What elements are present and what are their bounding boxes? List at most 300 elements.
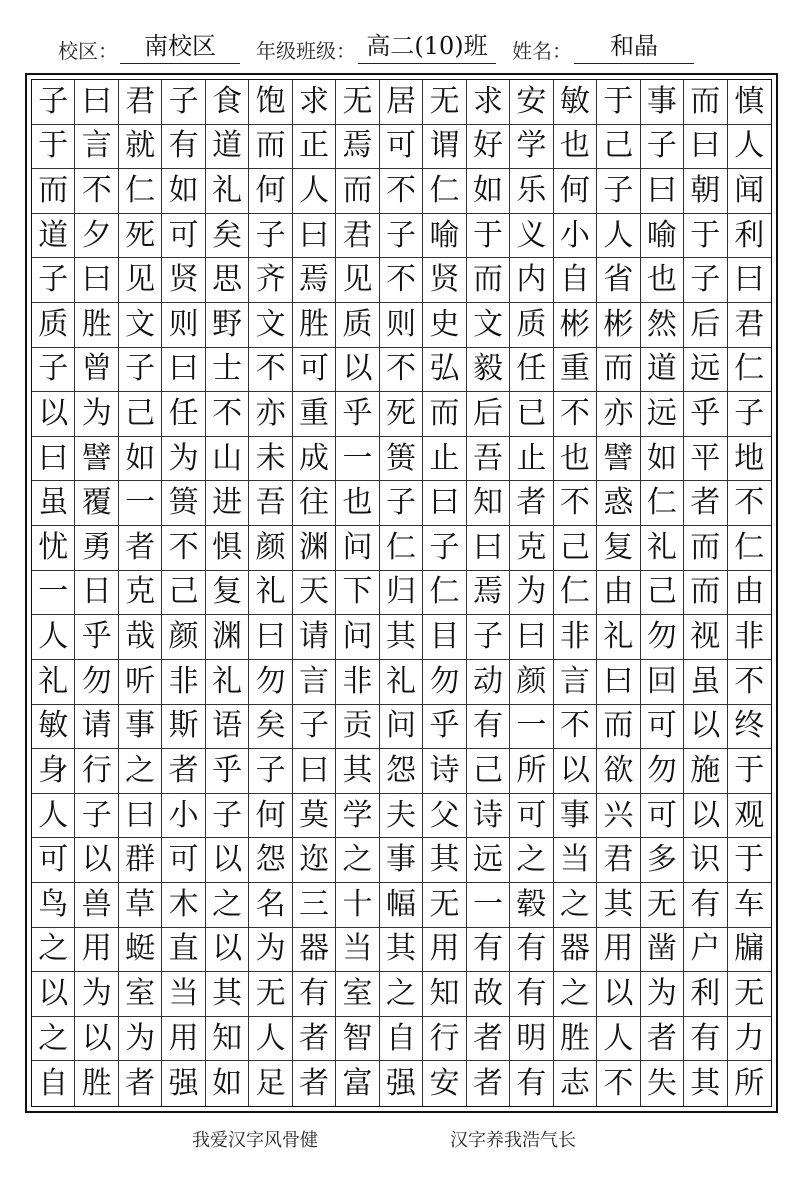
grid-cell: 哉 (119, 615, 162, 660)
grid-cell: 如 (467, 169, 510, 214)
grid-cell: 可 (293, 348, 336, 393)
grid-cell: 以 (554, 749, 597, 794)
grid-cell: 渊 (293, 526, 336, 571)
grid-cell: 听 (119, 660, 162, 705)
footer-slogan-left: 我爱汉字风骨健 (192, 1130, 318, 1151)
grid-cell: 夕 (75, 214, 118, 259)
grid-cell: 无 (728, 972, 771, 1017)
grid-cell: 于 (597, 80, 640, 125)
grid-cell: 有 (293, 972, 336, 1017)
grid-cell: 明 (510, 1017, 553, 1062)
grid-cell: 后 (684, 303, 727, 348)
grid-cell: 也 (336, 481, 379, 526)
grid-cell: 者 (293, 1061, 336, 1106)
grid-cell: 篑 (162, 481, 205, 526)
grid-cell: 勿 (641, 615, 684, 660)
grid-cell: 人 (597, 1017, 640, 1062)
class-value: 高二(10)班 (358, 31, 496, 64)
grid-cell: 斯 (162, 705, 205, 750)
grid-cell: 多 (641, 838, 684, 883)
grid-cell: 之 (206, 883, 249, 928)
grid-cell: 不 (728, 481, 771, 526)
grid-cell: 礼 (380, 660, 423, 705)
grid-cell: 平 (684, 437, 727, 482)
grid-cell: 安 (510, 80, 553, 125)
grid-cell: 有 (467, 928, 510, 973)
grid-cell: 草 (119, 883, 162, 928)
grid-cell: 毅 (467, 348, 510, 393)
grid-cell: 一 (510, 705, 553, 750)
grid-cell: 胜 (554, 1017, 597, 1062)
grid-cell: 其 (336, 749, 379, 794)
grid-cell: 何 (554, 169, 597, 214)
grid-cell: 以 (206, 928, 249, 973)
grid-cell: 焉 (467, 571, 510, 616)
grid-cell: 器 (554, 928, 597, 973)
grid-cell: 利 (684, 972, 727, 1017)
grid-cell: 不 (728, 660, 771, 705)
grid-cell: 如 (641, 437, 684, 482)
grid-cell: 于 (467, 214, 510, 259)
grid-cell: 而 (597, 348, 640, 393)
grid-cell: 可 (32, 838, 75, 883)
grid-cell: 自 (380, 1017, 423, 1062)
grid-cell: 无 (423, 883, 466, 928)
grid-cell: 怨 (380, 749, 423, 794)
grid-cell: 可 (162, 214, 205, 259)
grid-cell: 曰 (467, 526, 510, 571)
grid-cell: 子 (162, 80, 205, 125)
grid-cell: 无 (423, 80, 466, 125)
grid-cell: 譬 (597, 437, 640, 482)
grid-cell: 安 (423, 1061, 466, 1106)
grid-cell: 虽 (684, 660, 727, 705)
grid-cell: 闻 (728, 169, 771, 214)
grid-cell: 室 (336, 972, 379, 1017)
grid-cell: 齐 (249, 258, 292, 303)
grid-cell: 强 (162, 1061, 205, 1106)
grid-cell: 何 (249, 169, 292, 214)
grid-cell: 有 (467, 705, 510, 750)
grid-cell: 一 (119, 481, 162, 526)
grid-cell: 之 (336, 838, 379, 883)
grid-cell: 于 (728, 749, 771, 794)
grid-cell: 学 (336, 794, 379, 839)
grid-cell: 仁 (423, 571, 466, 616)
grid-cell: 曰 (510, 615, 553, 660)
grid-cell: 质 (510, 303, 553, 348)
grid-cell: 而 (423, 392, 466, 437)
grid-cell: 言 (554, 660, 597, 705)
grid-cell: 未 (249, 437, 292, 482)
grid-cell: 曰 (597, 660, 640, 705)
grid-cell: 君 (597, 838, 640, 883)
grid-cell: 有 (684, 883, 727, 928)
grid-cell: 地 (728, 437, 771, 482)
grid-cell: 请 (75, 705, 118, 750)
grid-cell: 己 (597, 125, 640, 170)
grid-cell: 足 (249, 1061, 292, 1106)
grid-cell: 内 (510, 258, 553, 303)
grid-cell: 小 (554, 214, 597, 259)
grid-cell: 质 (336, 303, 379, 348)
grid-cell: 知 (206, 1017, 249, 1062)
grid-cell: 不 (75, 169, 118, 214)
grid-cell: 无 (336, 80, 379, 125)
grid-cell: 事 (380, 838, 423, 883)
grid-cell: 远 (467, 838, 510, 883)
grid-cell: 行 (423, 1017, 466, 1062)
grid-cell: 以 (75, 1017, 118, 1062)
grid-cell: 子 (423, 526, 466, 571)
grid-cell: 贡 (336, 705, 379, 750)
grid-cell: 幅 (380, 883, 423, 928)
grid-cell: 如 (119, 437, 162, 482)
grid-cell: 礼 (249, 571, 292, 616)
grid-cell: 室 (119, 972, 162, 1017)
grid-cell: 言 (293, 660, 336, 705)
grid-cell: 者 (684, 481, 727, 526)
grid-cell: 不 (380, 258, 423, 303)
grid-cell: 勿 (75, 660, 118, 705)
grid-cell: 为 (119, 1017, 162, 1062)
header (58, 24, 710, 64)
grid-cell: 而 (684, 80, 727, 125)
grid-cell: 复 (597, 526, 640, 571)
grid-cell: 覆 (75, 481, 118, 526)
grid-cell: 贤 (423, 258, 466, 303)
grid-cell: 颜 (249, 526, 292, 571)
grid-cell: 人 (32, 615, 75, 660)
grid-cell: 其 (597, 883, 640, 928)
grid-cell: 敏 (32, 705, 75, 750)
grid-cell: 慎 (728, 80, 771, 125)
grid-cell: 不 (206, 392, 249, 437)
grid-cell: 见 (119, 258, 162, 303)
grid-cell: 也 (554, 125, 597, 170)
grid-cell: 远 (641, 392, 684, 437)
grid-cell: 仁 (119, 169, 162, 214)
grid-cell: 施 (684, 749, 727, 794)
grid-cell: 己 (162, 571, 205, 616)
grid-cell: 而 (249, 125, 292, 170)
grid-cell: 亦 (249, 392, 292, 437)
grid-cell: 问 (336, 615, 379, 660)
grid-cell: 后 (467, 392, 510, 437)
grid-cell: 请 (293, 615, 336, 660)
grid-cell: 之 (32, 1017, 75, 1062)
grid-cell: 夫 (380, 794, 423, 839)
grid-cell: 之 (119, 749, 162, 794)
grid-cell: 吾 (249, 481, 292, 526)
grid-cell: 子 (380, 214, 423, 259)
grid-cell: 礼 (206, 660, 249, 705)
grid-cell: 语 (206, 705, 249, 750)
grid-cell: 君 (336, 214, 379, 259)
grid-cell: 当 (336, 928, 379, 973)
grid-cell: 文 (249, 303, 292, 348)
grid-cell: 有 (684, 1017, 727, 1062)
grid-cell: 者 (467, 1061, 510, 1106)
grid-cell: 莫 (293, 794, 336, 839)
grid-cell: 以 (684, 705, 727, 750)
grid-cell: 贤 (162, 258, 205, 303)
grid-cell: 求 (467, 80, 510, 125)
grid-cell: 道 (641, 348, 684, 393)
grid-cell: 山 (206, 437, 249, 482)
grid-cell: 止 (510, 437, 553, 482)
grid-cell: 居 (380, 80, 423, 125)
grid-cell: 人 (32, 794, 75, 839)
grid-cell: 有 (510, 972, 553, 1017)
grid-cell: 好 (467, 125, 510, 170)
grid-cell: 勿 (249, 660, 292, 705)
grid-cell: 仁 (423, 169, 466, 214)
grid-cell: 怨 (249, 838, 292, 883)
grid-cell: 而 (336, 169, 379, 214)
grid-cell: 曰 (75, 80, 118, 125)
grid-cell: 自 (554, 258, 597, 303)
grid-cell: 于 (684, 214, 727, 259)
grid-cell: 子 (32, 80, 75, 125)
grid-cell: 用 (423, 928, 466, 973)
grid-cell: 而 (467, 258, 510, 303)
grid-cell: 者 (510, 481, 553, 526)
grid-cell: 之 (380, 972, 423, 1017)
grid-cell: 止 (423, 437, 466, 482)
practice-sheet (25, 73, 778, 1113)
grid-cell: 子 (249, 214, 292, 259)
grid-cell: 不 (554, 392, 597, 437)
grid-cell: 知 (423, 972, 466, 1017)
grid-cell: 曰 (641, 169, 684, 214)
grid-cell: 譬 (75, 437, 118, 482)
grid-cell: 而 (597, 705, 640, 750)
grid-cell: 事 (119, 705, 162, 750)
grid-cell: 子 (380, 481, 423, 526)
grid-cell: 思 (206, 258, 249, 303)
grid-cell: 颜 (162, 615, 205, 660)
grid-cell: 不 (554, 705, 597, 750)
grid-cell: 仁 (554, 571, 597, 616)
grid-cell: 曰 (162, 348, 205, 393)
grid-cell: 以 (32, 972, 75, 1017)
grid-cell: 动 (467, 660, 510, 705)
grid-cell: 群 (119, 838, 162, 883)
grid-cell: 饱 (249, 80, 292, 125)
grid-cell: 目 (423, 615, 466, 660)
grid-cell: 吾 (467, 437, 510, 482)
grid-cell: 求 (293, 80, 336, 125)
campus-label: 校区： (58, 39, 118, 63)
grid-cell: 利 (728, 214, 771, 259)
grid-cell: 以 (75, 838, 118, 883)
grid-cell: 省 (597, 258, 640, 303)
grid-cell: 兽 (75, 883, 118, 928)
grid-cell: 用 (162, 1017, 205, 1062)
grid-cell: 诗 (467, 794, 510, 839)
grid-cell: 可 (380, 125, 423, 170)
grid-cell: 当 (554, 838, 597, 883)
grid-cell: 忧 (32, 526, 75, 571)
grid-cell: 惧 (206, 526, 249, 571)
grid-cell: 可 (641, 705, 684, 750)
grid-cell: 直 (162, 928, 205, 973)
grid-cell: 子 (467, 615, 510, 660)
grid-cell: 父 (423, 794, 466, 839)
grid-cell: 为 (510, 571, 553, 616)
grid-cell: 知 (467, 481, 510, 526)
grid-cell: 焉 (293, 258, 336, 303)
grid-cell: 子 (32, 348, 75, 393)
footer-slogan-right: 汉字养我浩气长 (450, 1130, 576, 1151)
grid-cell: 朝 (684, 169, 727, 214)
grid-cell: 回 (641, 660, 684, 705)
grid-cell: 焉 (336, 125, 379, 170)
grid-cell: 力 (728, 1017, 771, 1062)
grid-cell: 文 (119, 303, 162, 348)
grid-cell: 就 (119, 125, 162, 170)
grid-cell: 视 (684, 615, 727, 660)
grid-cell: 而 (684, 526, 727, 571)
grid-cell: 者 (293, 1017, 336, 1062)
grid-cell: 三 (293, 883, 336, 928)
grid-cell: 正 (293, 125, 336, 170)
grid-cell: 何 (249, 794, 292, 839)
grid-cell: 曰 (75, 258, 118, 303)
grid-cell: 乎 (684, 392, 727, 437)
grid-cell: 其 (380, 928, 423, 973)
grid-cell: 小 (162, 794, 205, 839)
grid-cell: 之 (510, 838, 553, 883)
grid-cell: 当 (162, 972, 205, 1017)
grid-cell: 兴 (597, 794, 640, 839)
grid-cell: 进 (206, 481, 249, 526)
grid-cell: 乎 (206, 749, 249, 794)
grid-cell: 弘 (423, 348, 466, 393)
grid-cell: 如 (162, 169, 205, 214)
grid-cell: 而 (684, 571, 727, 616)
grid-cell: 行 (75, 749, 118, 794)
grid-cell: 见 (336, 258, 379, 303)
grid-cell: 质 (32, 303, 75, 348)
grid-cell: 彬 (597, 303, 640, 348)
grid-cell: 乎 (336, 392, 379, 437)
grid-cell: 身 (32, 749, 75, 794)
grid-cell: 不 (249, 348, 292, 393)
grid-cell: 礼 (206, 169, 249, 214)
grid-cell: 曰 (728, 258, 771, 303)
campus-value: 南校区 (120, 31, 240, 64)
grid-cell: 志 (554, 1061, 597, 1106)
grid-cell: 矣 (249, 705, 292, 750)
grid-cell: 子 (119, 348, 162, 393)
grid-cell: 惑 (597, 481, 640, 526)
grid-cell: 事 (554, 794, 597, 839)
grid-cell: 十 (336, 883, 379, 928)
grid-cell: 学 (510, 125, 553, 170)
grid-cell: 己 (119, 392, 162, 437)
grid-cell: 重 (293, 392, 336, 437)
grid-cell: 问 (380, 705, 423, 750)
grid-cell: 下 (336, 571, 379, 616)
grid-cell: 强 (380, 1061, 423, 1106)
grid-cell: 者 (467, 1017, 510, 1062)
grid-cell: 者 (119, 1061, 162, 1106)
grid-cell: 喻 (423, 214, 466, 259)
grid-cell: 以 (597, 972, 640, 1017)
grid-cell: 亦 (597, 392, 640, 437)
grid-cell: 则 (380, 303, 423, 348)
grid-cell: 凿 (641, 928, 684, 973)
grid-cell: 仁 (380, 526, 423, 571)
grid-cell: 言 (75, 125, 118, 170)
grid-cell: 之 (32, 928, 75, 973)
grid-cell: 然 (641, 303, 684, 348)
grid-cell: 已 (510, 392, 553, 437)
grid-cell: 曾 (75, 348, 118, 393)
grid-cell: 非 (554, 615, 597, 660)
grid-cell: 远 (684, 348, 727, 393)
grid-cell: 胜 (293, 303, 336, 348)
grid-cell: 人 (249, 1017, 292, 1062)
grid-cell: 以 (336, 348, 379, 393)
grid-cell: 敏 (554, 80, 597, 125)
grid-cell: 有 (510, 928, 553, 973)
grid-cell: 子 (293, 705, 336, 750)
grid-cell: 仁 (728, 348, 771, 393)
grid-cell: 终 (728, 705, 771, 750)
grid-cell: 子 (206, 794, 249, 839)
grid-cell: 则 (162, 303, 205, 348)
grid-cell: 胜 (75, 303, 118, 348)
grid-cell: 仁 (641, 481, 684, 526)
grid-cell: 如 (206, 1061, 249, 1106)
grid-cell: 人 (597, 214, 640, 259)
grid-cell: 鸟 (32, 883, 75, 928)
grid-cell: 欲 (597, 749, 640, 794)
grid-cell: 曰 (32, 437, 75, 482)
grid-cell: 者 (162, 749, 205, 794)
grid-cell: 为 (249, 928, 292, 973)
grid-cell: 己 (467, 749, 510, 794)
grid-cell: 自 (32, 1061, 75, 1106)
grid-cell: 曰 (423, 481, 466, 526)
grid-cell: 重 (554, 348, 597, 393)
grid-cell: 一 (32, 571, 75, 616)
grid-cell: 子 (684, 258, 727, 303)
grid-cell: 之 (554, 883, 597, 928)
grid-cell: 其 (380, 615, 423, 660)
grid-cell: 喻 (641, 214, 684, 259)
grid-cell: 而 (32, 169, 75, 214)
grid-cell: 史 (423, 303, 466, 348)
grid-cell: 不 (554, 481, 597, 526)
grid-cell: 以 (206, 838, 249, 883)
grid-cell: 毂 (510, 883, 553, 928)
grid-cell: 非 (162, 660, 205, 705)
grid-cell: 君 (728, 303, 771, 348)
grid-cell: 者 (641, 1017, 684, 1062)
grid-cell: 胜 (75, 1061, 118, 1106)
grid-cell: 为 (75, 972, 118, 1017)
grid-cell: 者 (119, 526, 162, 571)
grid-cell: 子 (32, 258, 75, 303)
grid-cell: 器 (293, 928, 336, 973)
grid-cell: 勇 (75, 526, 118, 571)
grid-cell: 任 (510, 348, 553, 393)
grid-cell: 乎 (423, 705, 466, 750)
